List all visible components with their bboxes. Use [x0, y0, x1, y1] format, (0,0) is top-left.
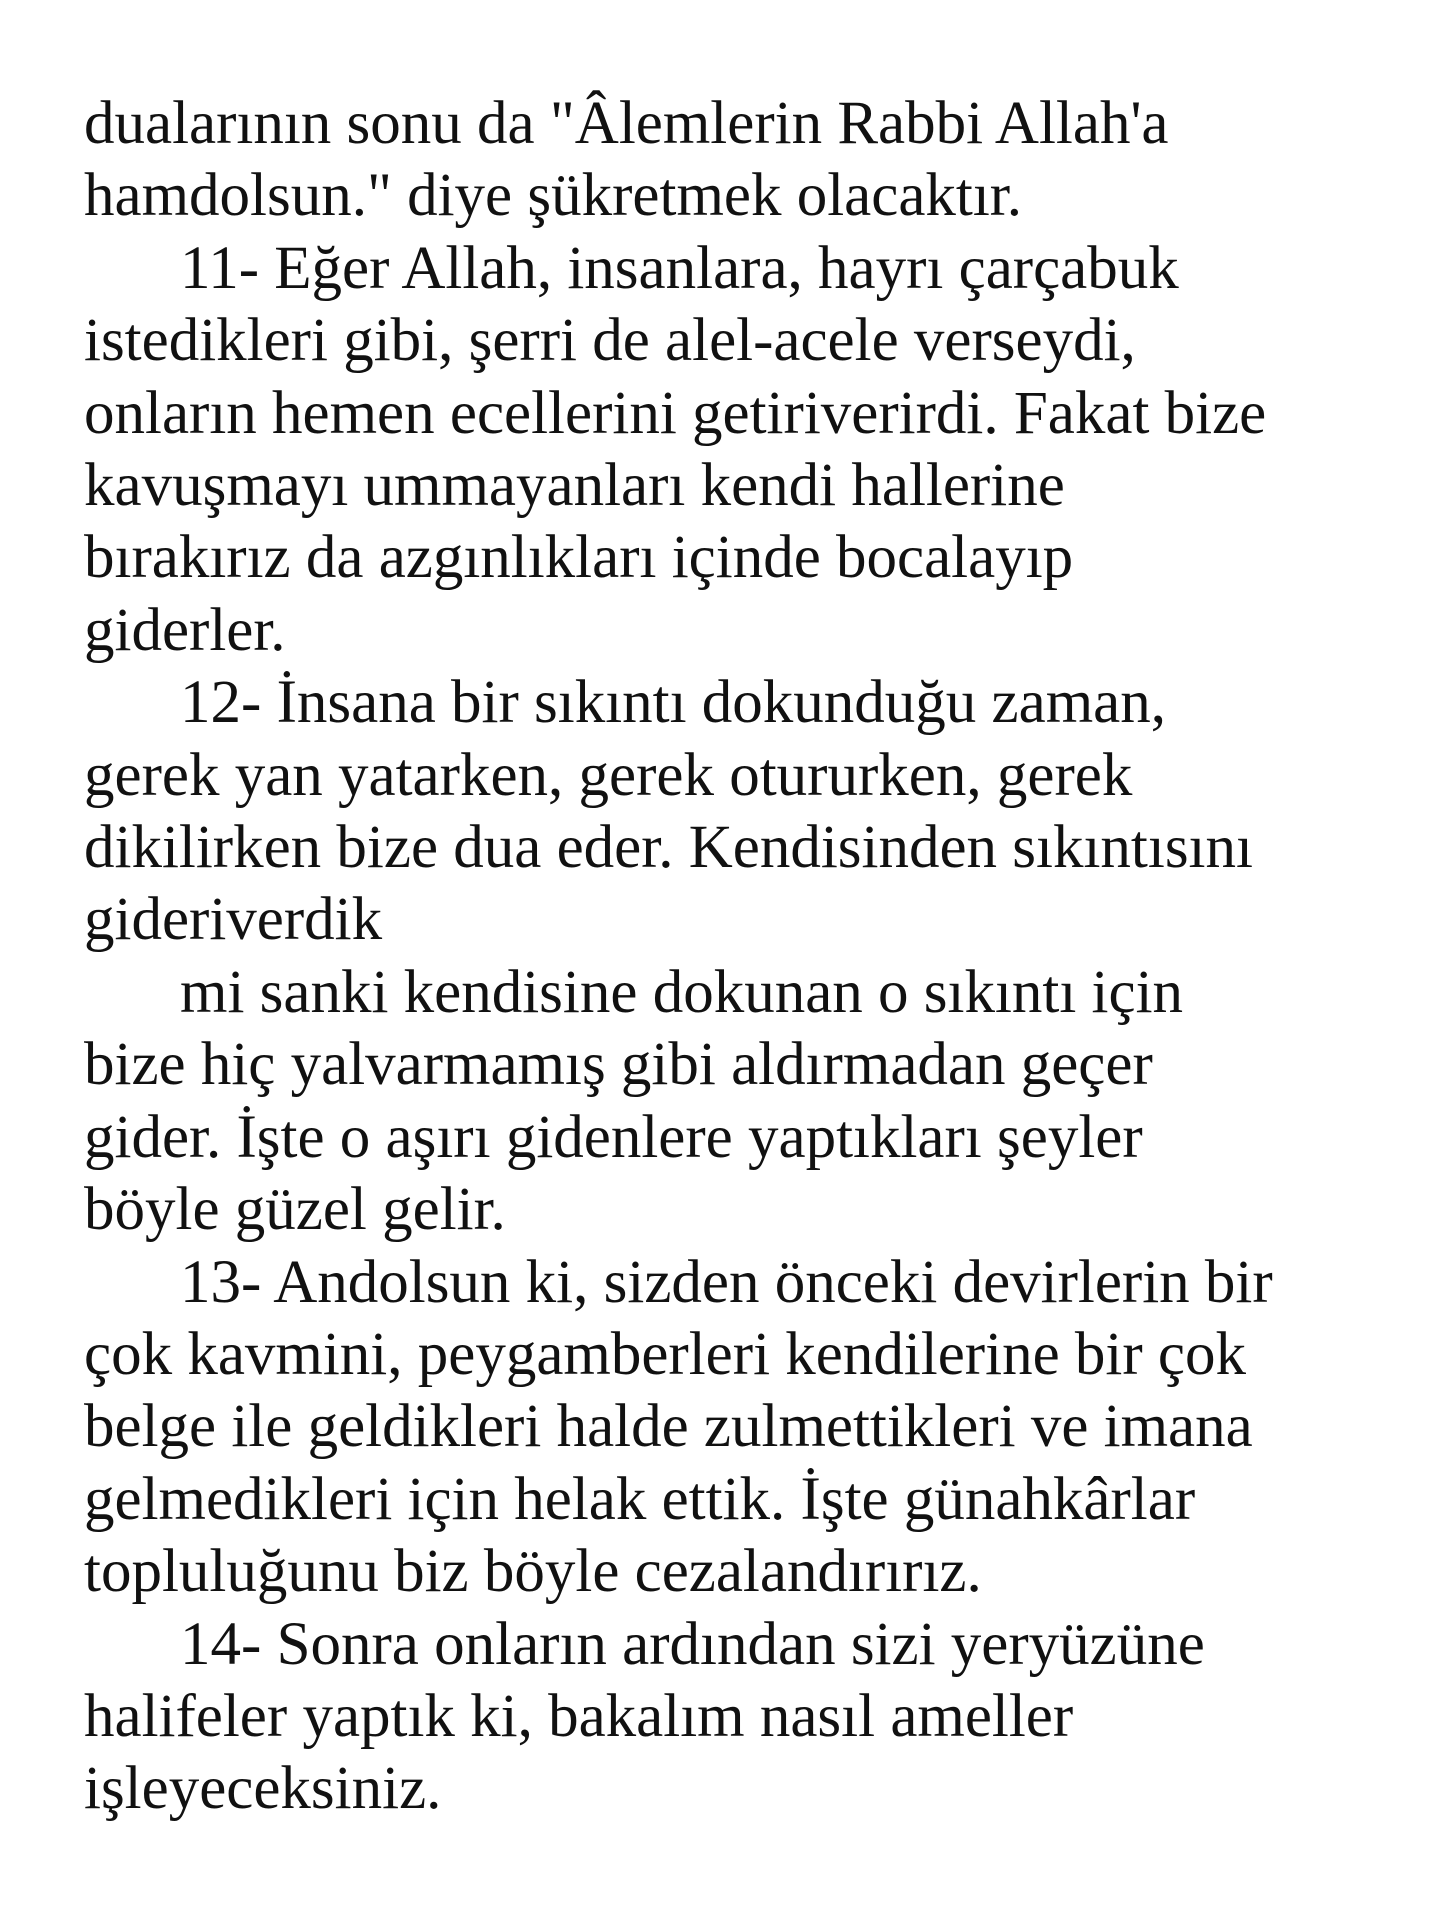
text-line: belge ile geldikleri halde zulmettikleri ve imana [84, 1393, 1253, 1461]
text-line: kavuşmayı ummayanları kendi hallerine [84, 452, 1065, 520]
text-line: onların hemen ecellerini getiriverirdi. Fakat bize [84, 379, 1267, 447]
text-line: dikilirken bize dua eder. Kendisinden sıkıntısını [84, 814, 1253, 882]
text-line: halifeler yaptık ki, bakalım nasıl ameller [84, 1682, 1074, 1750]
text-line: gideriverdik [84, 886, 383, 954]
verse-14-start-line: 14- Sonra onların ardından sizi yeryüzüne [180, 1610, 1205, 1678]
text-line: gerek yan yatarken, gerek otururken, gerek [84, 741, 1133, 809]
text-line: işleyeceksiniz. [84, 1755, 442, 1823]
text-line-indented: mi sanki kendisine dokunan o sıkıntı için [180, 958, 1184, 1026]
text-line: istedikleri gibi, şerri de alel-acele verseydi, [84, 307, 1136, 375]
text-line: çok kavmini, peygamberleri kendilerine bir çok [84, 1320, 1246, 1388]
text-line: topluluğunu biz böyle cezalandırırız. [84, 1538, 982, 1606]
text-line: hamdolsun." diye şükretmek olacaktır. [84, 162, 1022, 230]
verse-11-start-line: 11- Eğer Allah, insanlara, hayrı çarçabuk [180, 234, 1179, 302]
verse-12-start-line: 12- İnsana bir sıkıntı dokunduğu zaman, [180, 669, 1166, 737]
text-line: gelmedikleri için helak ettik. İşte günahkârlar [84, 1465, 1196, 1533]
text-line: bırakırız da azgınlıkları içinde bocalayıp [84, 524, 1074, 592]
text-line: giderler. [84, 596, 286, 664]
text-line: dualarının sonu da "Âlemlerin Rabbi Allah'a [84, 90, 1169, 157]
document-body [84, 88, 1414, 1826]
text-line: bize hiç yalvarmamış gibi aldırmadan geçer [84, 1031, 1153, 1099]
text-line: böyle güzel gelir. [84, 1176, 506, 1244]
text-line: gider. İşte o aşırı gidenlere yaptıkları şeyler [84, 1103, 1143, 1171]
verse-13-start-line: 13- Andolsun ki, sizden önceki devirlerin bir [180, 1248, 1273, 1316]
